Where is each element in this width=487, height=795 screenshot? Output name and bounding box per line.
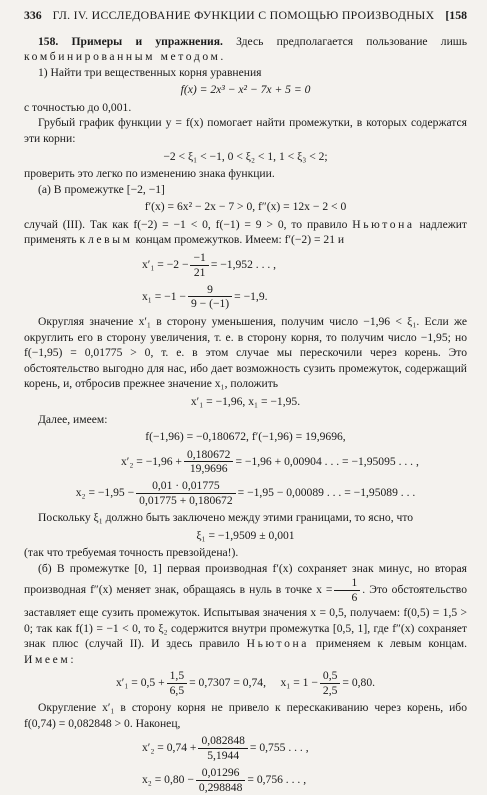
accuracy-text: с точностью до 0,001. [24,100,132,114]
case-3-text: случай (III). Так как f(−2) = −1 < 0, f(−1) = 9 > 0, то правило Ньютона надлежит применять к левым концам промежутков. Имеем: f′(−2) = 21 и [24,217,467,247]
formula-x1-prime: x′₁ = −2 − $\frac{-1}{21}$ = −1,952 . . . , [142,250,277,279]
case-b-paragraph: (б) В промежутке [0, 1] первая производная f′(x) сохраняет знак минус, но вторая производная f″(x) меняет знак, обращаясь в нуль в точке x = $\frac{1}{6}$ . Это обстоятельство заставляет еще сузить промежуток. Испытывая значения x = 0,5, получаем: f(0,5) = 1,5 > 0; так как f(1) = −1 < 0, то ξ₂ содержится внутри промежутка [0,5, 1], где f″(x) сохраняет знак плюс (случай II). И здесь правило Ньютона применяем к левым концам. Имеем: [24,561,468,666]
rounding-paragraph-1: Округляя значение x′₁ в сторону уменьшения, получим число −1,96 < ξ₁. Если же округлить его в сторону увеличения, т. е. в сторону корня, то получим число −1,95; но f(−1,95) = 0,01775 > 0, т. е. в этом случае мы перескочили через корень. Это обстоятельство выгодно для нас, ибо дает возможность сузить промежуток, содержащий корень, и, отбросив прежнее значение x₁, положить [24,315,467,391]
running-header [24,8,467,24]
check-text: проверить это легко по изменению знака функции. [24,167,275,181]
formula-b-x1-pair: x′₁ = 0,5 + $\frac{1,5}{6,5}$ = 0,7307 = 0,74, x₁ = 1 − $\frac{0,5}{2,5}$ = 0,80. [115,669,376,698]
chapter-title: ГЛ. IV. ИССЛЕДОВАНИЕ ФУНКЦИИ С ПОМОЩЬЮ ПРОИЗВОДНЫХ [52,8,435,22]
since-text: Поскольку ξ₁ должно быть заключено между этими границами, то ясно, что [38,511,414,525]
further-text: Далее, имеем: [38,412,108,426]
set-values-1: x′₁ = −1,96, x₁ = −1,95. [190,394,301,408]
exceeded-text: (так что требуемая точность превзойдена!). [24,546,239,560]
section-intro: 158. Примеры и упражнения. Здесь предполагается пользование лишь комбинированным методом. [24,34,467,64]
page-number: 336 [24,8,42,22]
formula-x2-prime: x′₂ = −1,96 + $\frac{0,180672}{19,9696}$ = −1,96 + 0,00904 . . . = −1,95095 . . . , [121,447,419,476]
root-intervals: −2 < ξ₁ < −1, 0 < ξ₂ < 1, 1 < ξ₃ < 2; [163,149,328,163]
equation-derivatives: f′(x) = 6x² − 2x − 7 > 0, f″(x) = 12x − 2 < 0 [144,200,347,214]
rough-graph-text: Грубый график функции y = f(x) помогает найти промежутки, в которых содержатся эти корни: [24,116,467,145]
equation-values: f(−1,96) = −0,180672, f′(−1,96) = 19,9696, [145,430,346,444]
case-a-intro: (а) В промежутке [−2, −1] [38,182,165,196]
section-heading: 158. Примеры и упражнения. [38,34,223,48]
equation-main: f(x) = 2x³ − x² − 7x + 5 = 0 [180,83,311,97]
xi1-result: ξ₁ = −1,9509 ± 0,001 [196,528,295,542]
formula-x2: x₂ = −1,95 − $\frac{0,01 \cdot 0,01775}{0,01775 + 0,180672}$ = −1,95 − 0,00089 . . . = −1,95089 . . . [75,479,416,508]
formula-b-x2-prime: x′₂ = 0,74 + $\frac{0,082848}{5,1944}$ = 0,755 . . . , [142,734,309,763]
rounding-paragraph-2: Округление x′₁ в сторону корня не привело к перескакиванию через корень, ибо f(0,74) = 0,082848 > 0. Наконец, [24,701,467,730]
formula-x1: x₁ = −1 − $\frac{9}{9 - (-1)}$ = −1,9. [142,282,268,311]
formula-b-x2: x₂ = 0,80 − $\frac{0,01296}{0,298848}$ = 0,756 . . . , [142,765,307,794]
item-1: 1) Найти три вещественных корня уравнения [38,65,262,79]
section-number: [158 [445,8,467,22]
